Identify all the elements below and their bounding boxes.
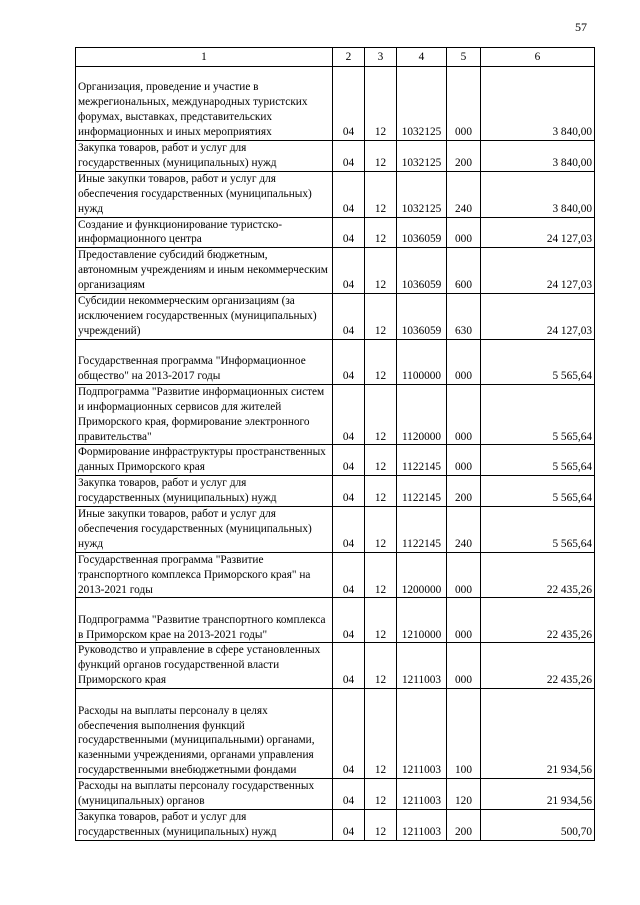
cell-name: Субсидии некоммерческим организациям (за исключением государственных (муниципальных) учреждений)	[76, 294, 333, 340]
cell-subsection: 12	[365, 339, 397, 384]
header-cell: 1	[76, 48, 333, 67]
cell-section: 04	[333, 217, 365, 248]
cell-target-item: 1032125	[397, 67, 447, 141]
table-row	[76, 217, 595, 248]
cell-name: Закупка товаров, работ и услуг для государственных (муниципальных) нужд	[76, 810, 333, 841]
cell-section: 04	[333, 248, 365, 294]
cell-expense-type: 200	[447, 810, 481, 841]
header-cell: 5	[447, 48, 481, 67]
table-row	[76, 339, 595, 384]
cell-subsection: 12	[365, 598, 397, 643]
cell-subsection: 12	[365, 384, 397, 445]
table-header-row	[76, 48, 595, 67]
cell-section: 04	[333, 810, 365, 841]
cell-section: 04	[333, 445, 365, 476]
cell-target-item: 1211003	[397, 810, 447, 841]
budget-table	[75, 47, 595, 841]
cell-expense-type: 000	[447, 445, 481, 476]
table-row	[76, 689, 595, 779]
cell-target-item: 1032125	[397, 141, 447, 172]
cell-name: Подпрограмма "Развитие транспортного комплекса в Приморском крае на 2013-2021 годы"	[76, 598, 333, 643]
table-row	[76, 779, 595, 810]
cell-subsection: 12	[365, 552, 397, 598]
table-row	[76, 67, 595, 141]
cell-section: 04	[333, 141, 365, 172]
cell-name: Организация, проведение и участие в межрегиональных, международных туристских форумах, выставках, представительских информационных и иных мероприятиях	[76, 67, 333, 141]
page-number: 57	[575, 20, 587, 34]
cell-name: Подпрограмма "Развитие информационных систем и информационных сервисов для жителей Приморского края, формирование электронного правительства"	[76, 384, 333, 445]
cell-target-item: 1120000	[397, 384, 447, 445]
cell-section: 04	[333, 171, 365, 217]
header-cell: 2	[333, 48, 365, 67]
cell-expense-type: 100	[447, 689, 481, 779]
cell-subsection: 12	[365, 689, 397, 779]
cell-subsection: 12	[365, 294, 397, 340]
cell-section: 04	[333, 689, 365, 779]
cell-expense-type: 000	[447, 67, 481, 141]
cell-name: Предоставление субсидий бюджетным, автономным учреждениям и иным некоммерческим организациям	[76, 248, 333, 294]
cell-name: Создание и функционирование туристско-информационного центра	[76, 217, 333, 248]
cell-expense-type: 240	[447, 507, 481, 553]
cell-subsection: 12	[365, 67, 397, 141]
cell-amount: 3 840,00	[481, 171, 595, 217]
cell-target-item: 1100000	[397, 339, 447, 384]
cell-section: 04	[333, 67, 365, 141]
cell-target-item: 1122145	[397, 445, 447, 476]
table-row	[76, 294, 595, 340]
cell-amount: 3 840,00	[481, 67, 595, 141]
table-row	[76, 598, 595, 643]
cell-expense-type: 600	[447, 248, 481, 294]
cell-expense-type: 000	[447, 598, 481, 643]
cell-section: 04	[333, 643, 365, 689]
cell-subsection: 12	[365, 507, 397, 553]
cell-amount: 24 127,03	[481, 294, 595, 340]
table-row	[76, 445, 595, 476]
cell-expense-type: 000	[447, 643, 481, 689]
cell-expense-type: 000	[447, 384, 481, 445]
cell-expense-type: 120	[447, 779, 481, 810]
cell-subsection: 12	[365, 217, 397, 248]
cell-subsection: 12	[365, 643, 397, 689]
header-cell: 4	[397, 48, 447, 67]
table-row	[76, 643, 595, 689]
cell-expense-type: 200	[447, 141, 481, 172]
cell-name: Закупка товаров, работ и услуг для государственных (муниципальных) нужд	[76, 476, 333, 507]
cell-name: Иные закупки товаров, работ и услуг для обеспечения государственных (муниципальных) нужд	[76, 507, 333, 553]
cell-subsection: 12	[365, 248, 397, 294]
cell-target-item: 1122145	[397, 476, 447, 507]
cell-section: 04	[333, 779, 365, 810]
cell-target-item: 1211003	[397, 643, 447, 689]
cell-amount: 5 565,64	[481, 476, 595, 507]
cell-name: Государственная программа "Информационное общество" на 2013-2017 годы	[76, 339, 333, 384]
cell-target-item: 1200000	[397, 552, 447, 598]
cell-amount: 5 565,64	[481, 384, 595, 445]
cell-name: Руководство и управление в сфере установленных функций органов государственной власти Приморского края	[76, 643, 333, 689]
cell-amount: 5 565,64	[481, 507, 595, 553]
header-cell: 6	[481, 48, 595, 67]
cell-amount: 21 934,56	[481, 779, 595, 810]
table-row	[76, 507, 595, 553]
cell-target-item: 1122145	[397, 507, 447, 553]
cell-section: 04	[333, 476, 365, 507]
cell-section: 04	[333, 294, 365, 340]
table-row	[76, 141, 595, 172]
cell-target-item: 1032125	[397, 171, 447, 217]
cell-target-item: 1036059	[397, 217, 447, 248]
cell-amount: 3 840,00	[481, 141, 595, 172]
cell-target-item: 1036059	[397, 248, 447, 294]
cell-name: Государственная программа "Развитие транспортного комплекса Приморского края" на 2013-2021 годы	[76, 552, 333, 598]
cell-target-item: 1211003	[397, 689, 447, 779]
cell-amount: 5 565,64	[481, 445, 595, 476]
table-row	[76, 810, 595, 841]
cell-amount: 22 435,26	[481, 643, 595, 689]
table-row	[76, 171, 595, 217]
cell-name: Расходы на выплаты персоналу государственных (муниципальных) органов	[76, 779, 333, 810]
cell-subsection: 12	[365, 810, 397, 841]
cell-expense-type: 200	[447, 476, 481, 507]
cell-section: 04	[333, 339, 365, 384]
cell-subsection: 12	[365, 171, 397, 217]
cell-name: Закупка товаров, работ и услуг для государственных (муниципальных) нужд	[76, 141, 333, 172]
cell-name: Формирование инфраструктуры пространственных данных Приморского края	[76, 445, 333, 476]
cell-expense-type: 240	[447, 171, 481, 217]
cell-amount: 24 127,03	[481, 217, 595, 248]
cell-section: 04	[333, 384, 365, 445]
cell-subsection: 12	[365, 779, 397, 810]
cell-name: Иные закупки товаров, работ и услуг для обеспечения государственных (муниципальных) нужд	[76, 171, 333, 217]
cell-amount: 22 435,26	[481, 552, 595, 598]
header-cell: 3	[365, 48, 397, 67]
table-row	[76, 384, 595, 445]
table-row	[76, 476, 595, 507]
cell-subsection: 12	[365, 141, 397, 172]
table-row	[76, 552, 595, 598]
cell-amount: 500,70	[481, 810, 595, 841]
cell-amount: 22 435,26	[481, 598, 595, 643]
cell-expense-type: 000	[447, 552, 481, 598]
cell-subsection: 12	[365, 445, 397, 476]
cell-section: 04	[333, 507, 365, 553]
cell-target-item: 1211003	[397, 779, 447, 810]
table-row	[76, 248, 595, 294]
cell-amount: 5 565,64	[481, 339, 595, 384]
cell-name: Расходы на выплаты персоналу в целях обеспечения выполнения функций государственными (муниципальными) органами, казенными учреждениями, органами управления государственными внебюджетными фондами	[76, 689, 333, 779]
cell-expense-type: 000	[447, 217, 481, 248]
cell-target-item: 1036059	[397, 294, 447, 340]
cell-section: 04	[333, 598, 365, 643]
cell-expense-type: 000	[447, 339, 481, 384]
cell-target-item: 1210000	[397, 598, 447, 643]
cell-expense-type: 630	[447, 294, 481, 340]
cell-amount: 24 127,03	[481, 248, 595, 294]
cell-amount: 21 934,56	[481, 689, 595, 779]
cell-subsection: 12	[365, 476, 397, 507]
cell-section: 04	[333, 552, 365, 598]
